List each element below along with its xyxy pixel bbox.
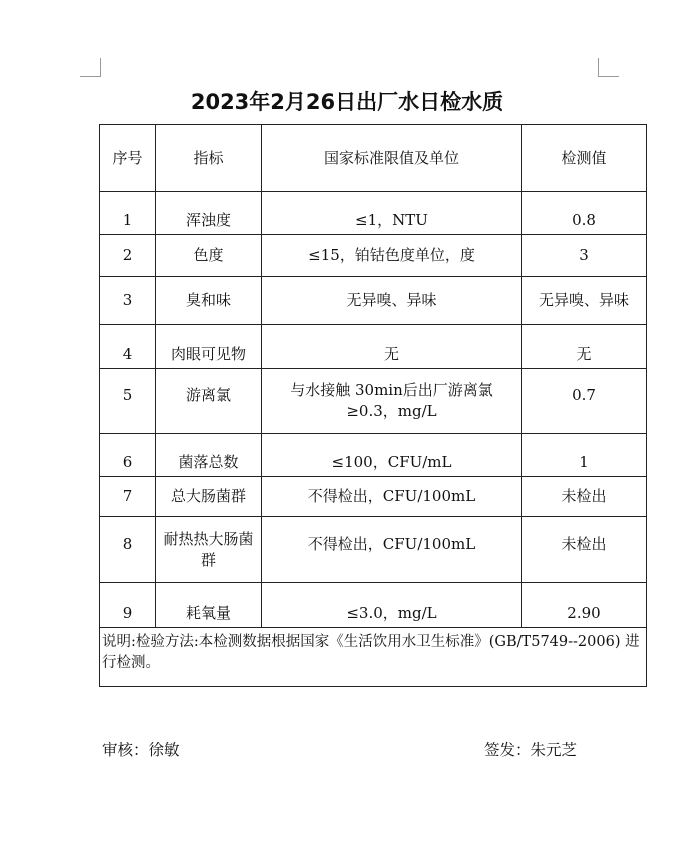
table-header-row [100,125,647,192]
cell-standard: ≤100，CFU/mL [262,434,522,477]
cell-value: 1 [522,434,647,477]
cell-standard: 无 [262,325,522,369]
cell-value: 未检出 [522,517,647,583]
table-row [100,517,647,583]
water-quality-table [99,124,647,687]
table-row [100,235,647,277]
test-method-note: 说明:检验方法:本检测数据根据国家《生活饮用水卫生标准》(GB/T5749--2006) 进行检测。 [100,628,647,687]
cell-no: 3 [100,277,156,325]
header-serial-no: 序号 [100,125,156,192]
cell-no: 5 [100,369,156,434]
cell-indicator: 肉眼可见物 [156,325,262,369]
cell-no: 2 [100,235,156,277]
cell-no: 4 [100,325,156,369]
cell-indicator: 耐热热大肠菌群 [156,517,262,583]
table-row [100,583,647,628]
cell-indicator: 浑浊度 [156,192,262,235]
cell-standard: ≤3.0，mg/L [262,583,522,628]
cell-no: 9 [100,583,156,628]
header-test-value: 检测值 [522,125,647,192]
cell-value: 0.7 [522,369,647,434]
cell-indicator: 耗氧量 [156,583,262,628]
cell-no: 6 [100,434,156,477]
cell-indicator: 总大肠菌群 [156,477,262,517]
cell-indicator: 臭和味 [156,277,262,325]
cell-standard: 与水接触 30min后出厂游离氯≥0.3，mg/L [262,369,522,434]
page-corner-mark-right [598,58,619,77]
cell-indicator: 菌落总数 [156,434,262,477]
cell-value: 0.8 [522,192,647,235]
page-corner-mark-left [80,58,101,77]
cell-no: 8 [100,517,156,583]
cell-value: 2.90 [522,583,647,628]
table-row [100,192,647,235]
cell-indicator: 色度 [156,235,262,277]
cell-value: 无 [522,325,647,369]
cell-standard: ≤15，铂钴色度单位，度 [262,235,522,277]
cell-standard: 不得检出，CFU/100mL [262,477,522,517]
cell-no: 7 [100,477,156,517]
cell-value: 无异嗅、异味 [522,277,647,325]
table-row [100,325,647,369]
cell-value: 3 [522,235,647,277]
table-row [100,369,647,434]
cell-indicator: 游离氯 [156,369,262,434]
table-note-row [100,628,647,687]
issuer-signature: 签发：朱元芝 [484,741,578,759]
header-standard-limit: 国家标准限值及单位 [262,125,522,192]
table-row [100,434,647,477]
reviewer-signature: 审核：徐敏 [102,741,180,759]
cell-standard: 不得检出，CFU/100mL [262,517,522,583]
document-title: 2023年2月26日出厂水日检水质 [190,90,504,114]
table-row [100,477,647,517]
cell-standard: ≤1，NTU [262,192,522,235]
cell-no: 1 [100,192,156,235]
header-indicator: 指标 [156,125,262,192]
cell-value: 未检出 [522,477,647,517]
cell-standard: 无异嗅、异味 [262,277,522,325]
table-row [100,277,647,325]
